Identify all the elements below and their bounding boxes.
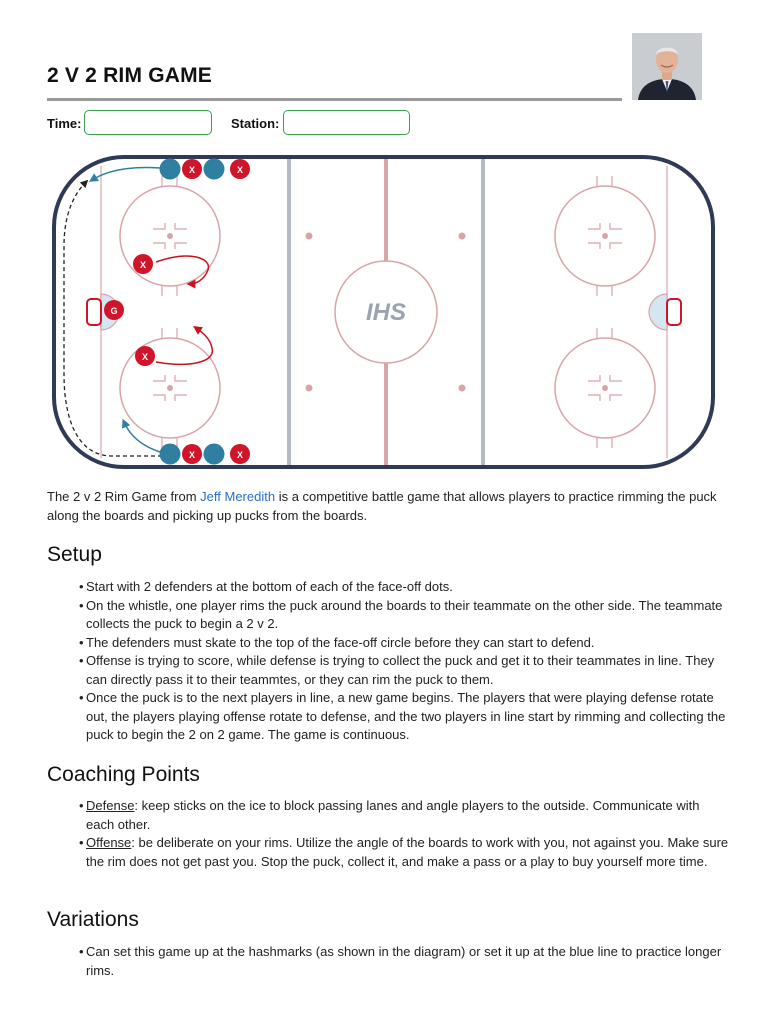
- intro-text-after: is a competitive battle game that allows players to practice rimming the puck along the boards and picking up pucks from the boards.: [47, 489, 717, 523]
- offense-text: : be deliberate on your rims. Utilize the angle of the boards to work with you, not against you. Make sure the rim does not get past you. Stop the puck, collect it, and make a pass or a play to buy yourself more time.: [86, 835, 729, 869]
- coach-photo-icon: [632, 33, 702, 100]
- coaching-heading: Coaching Points: [47, 763, 200, 786]
- list-item: • On the whistle, one player rims the puck around the boards to their teammate on the other side. The teammate collects the puck to begin a 2 v 2.: [80, 597, 730, 634]
- variations-heading: Variations: [47, 908, 139, 931]
- svg-text:X: X: [139, 260, 147, 270]
- neutral-dot: [306, 385, 313, 392]
- list-item: [80, 834, 730, 871]
- page-title: 2 V 2 RIM GAME: [47, 64, 212, 87]
- station-label: Station:: [231, 116, 280, 131]
- center-logo: IHS: [365, 299, 407, 326]
- offense-player: [182, 159, 202, 179]
- time-input[interactable]: [84, 110, 212, 135]
- list-item: • The defenders must skate to the top of the face-off circle before they can start to defend.: [80, 634, 730, 653]
- list-item: • Can set this game up at the hashmarks (as shown in the diagram) or set it up at the blue line to practice longer rims.: [80, 943, 730, 980]
- defender-player: [160, 159, 181, 180]
- variations-list: [80, 943, 730, 980]
- defense-text: : keep sticks on the ice to block passing lanes and angle players to the outside. Communicate with each other.: [86, 798, 700, 832]
- rink-diagram: [50, 154, 717, 470]
- defender-player: [160, 444, 181, 465]
- svg-text:G: G: [110, 306, 118, 316]
- offense-player: [135, 346, 155, 366]
- defense-label: Defense: [86, 798, 135, 813]
- intro-paragraph: [47, 487, 727, 525]
- time-label: Time:: [47, 116, 82, 131]
- list-item: • Start with 2 defenders at the bottom of each of the face-off dots.: [80, 578, 730, 597]
- offense-player: [182, 444, 202, 464]
- svg-text:X: X: [236, 165, 244, 175]
- offense-label: Offense: [86, 835, 132, 850]
- setup-heading: Setup: [47, 543, 102, 566]
- intro-text-before: The 2 v 2 Rim Game from: [47, 489, 201, 504]
- offense-player: [230, 159, 250, 179]
- svg-text:X: X: [188, 450, 196, 460]
- svg-text:X: X: [188, 165, 196, 175]
- svg-text:X: X: [141, 352, 149, 362]
- defender-player: [204, 444, 225, 465]
- coaching-list: [80, 797, 730, 871]
- title-divider: [47, 98, 622, 101]
- author-link[interactable]: Jeff Meredith: [200, 489, 276, 504]
- offense-player: [230, 444, 250, 464]
- station-input[interactable]: [283, 110, 410, 135]
- list-item: • Offense is trying to score, while defense is trying to collect the puck and get it to their teammates in line. They can directly pass it to their teammtes, or they can rim the puck to them.: [80, 652, 730, 689]
- defender-player: [204, 159, 225, 180]
- neutral-dot: [459, 233, 466, 240]
- coach-photo: [632, 33, 702, 100]
- offense-player: [133, 254, 153, 274]
- list-item: [80, 797, 730, 834]
- goalie-player: [104, 300, 124, 320]
- list-item: • Once the puck is to the next players in line, a new game begins. The players that were playing defense rotate out, the players playing offense rotate to defense, and the two players in line start by rimming and collecting the puck to begin the 2 on 2 game. The game is continuous.: [80, 689, 730, 745]
- setup-list: [80, 578, 730, 745]
- svg-text:X: X: [236, 450, 244, 460]
- neutral-dot: [306, 233, 313, 240]
- neutral-dot: [459, 385, 466, 392]
